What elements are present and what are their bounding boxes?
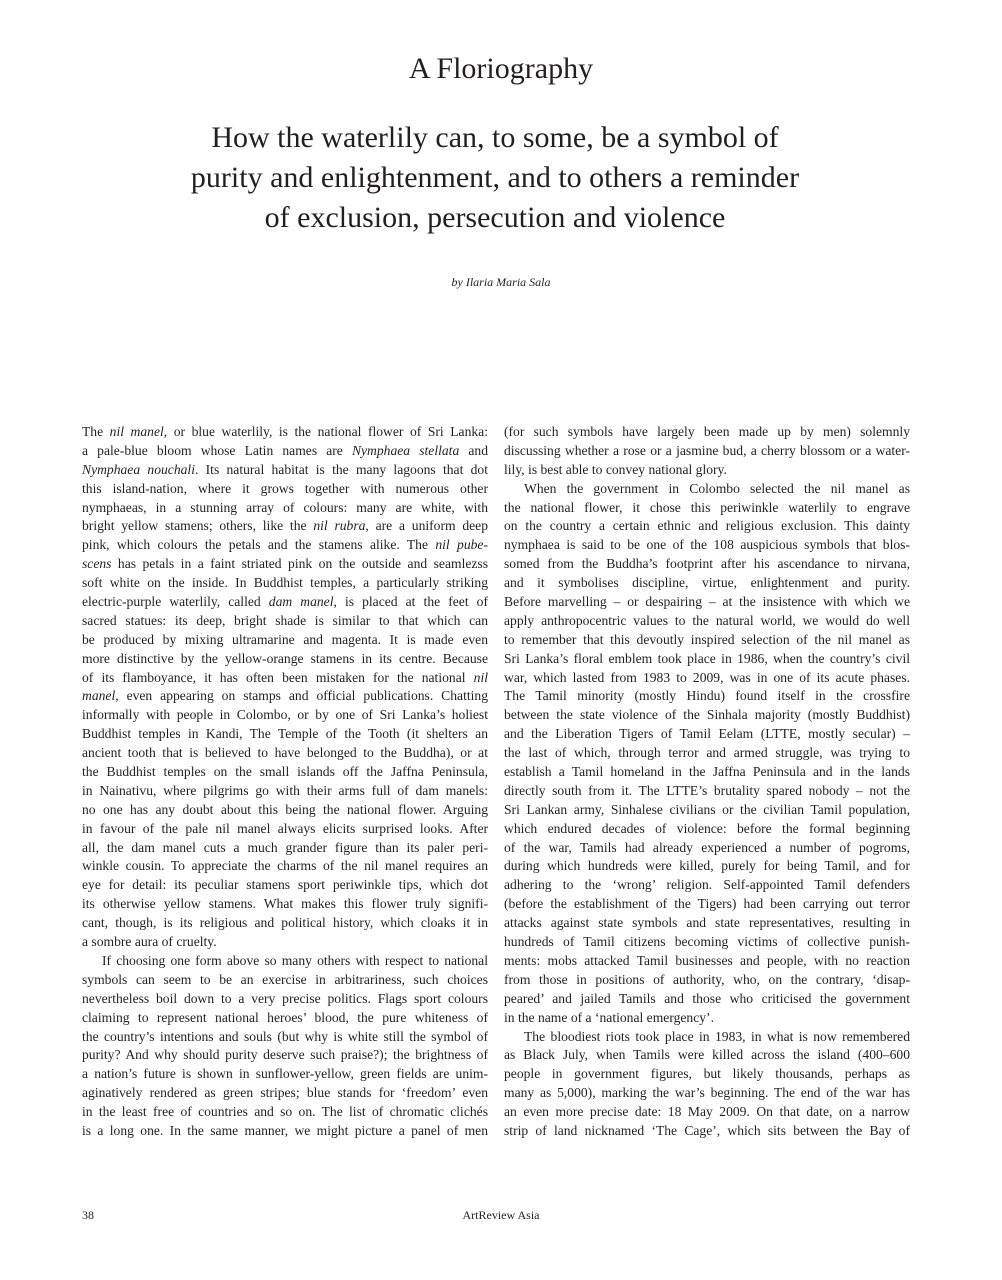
text-run: many as 5,000), marking the war’s beginning. The end of the war has xyxy=(504,1085,910,1101)
text-line xyxy=(82,480,488,499)
italic-term: nil manel xyxy=(109,424,164,439)
text-run: directly south from it. The LTTE’s brutality spared nobody – not the xyxy=(504,782,910,798)
text-run: electric-purple waterlily, called xyxy=(82,594,269,610)
text-run: Sri Lanka’s floral emblem took place in 1986, when the country’s civil xyxy=(504,650,910,666)
text-run: claiming to represent national heroes’ blood, the pure whiteness of xyxy=(82,1009,488,1025)
text-run: nevertheless boil down to a very precise politics. Flags sport colours xyxy=(82,990,488,1006)
text-line xyxy=(82,1009,488,1028)
text-run: apply anthropocentric values to the natural world, we would do well xyxy=(504,612,910,628)
text-run: cant, though, is its religious and political history, which cloaks it in xyxy=(82,915,488,931)
text-line xyxy=(82,1046,488,1065)
text-line xyxy=(504,1084,910,1103)
text-run: people in government figures, but likely thousands, perhaps as xyxy=(504,1066,910,1082)
text-line xyxy=(504,914,910,933)
text-line xyxy=(504,1065,910,1084)
text-line xyxy=(82,687,488,706)
text-run: in Nainativu, where pilgrims go with their arms full of dam manels: xyxy=(82,782,488,798)
text-run: strip of land nicknamed ‘The Cage’, which sits between the Bay of xyxy=(504,1122,910,1138)
text-line xyxy=(504,895,910,914)
text-line xyxy=(82,1122,488,1141)
text-run: Buddhist temples in Kandi, The Temple of the Tooth (it shelters an xyxy=(82,726,488,742)
text-run: informally with people in Colombo, or by one of Sri Lanka’s holiest xyxy=(82,707,488,723)
paragraph xyxy=(82,423,488,952)
text-line xyxy=(504,876,910,895)
text-run: somed from the Buddha’s footprint after his ascendance to nirvana, xyxy=(504,556,910,572)
text-line xyxy=(504,669,910,688)
text-line xyxy=(82,669,488,688)
text-run: winkle cousin. To appreciate the charms of the nil manel requires an xyxy=(82,858,488,874)
text-line xyxy=(82,612,488,631)
text-run: (for such symbols have largely been made up by men) solemnly xyxy=(504,424,910,439)
text-run: war, which lasted from 1983 to 2009, was in one of its acute phases. xyxy=(504,669,910,685)
text-line xyxy=(82,555,488,574)
text-run: ments: mobs attacked Tamil businesses and people, with no reaction xyxy=(504,952,910,968)
text-run: a nation’s future is shown in sunflower-yellow, green fields are unim- xyxy=(82,1066,488,1082)
text-line xyxy=(82,574,488,593)
text-run: and it symbolises discipline, virtue, enlightenment and purity. xyxy=(504,575,910,591)
subtitle-line: purity and enlightenment, and to others a reminder xyxy=(190,161,800,194)
text-run: an even more precise date: 18 May 2009. On that date, on a narrow xyxy=(504,1104,910,1120)
text-run: its otherwise yellow stamens. What makes this flower truly signifi- xyxy=(82,896,488,912)
text-line xyxy=(504,499,910,518)
text-line xyxy=(82,952,488,971)
text-line xyxy=(504,442,910,461)
text-line xyxy=(82,801,488,820)
text-run: bright yellow stamens; others, like the xyxy=(82,518,314,534)
text-run: When the government in Colombo selected the nil manel as xyxy=(524,480,910,496)
text-line xyxy=(82,990,488,1009)
text-run: on the country a certain ethnic and religious exclusion. This dainty xyxy=(504,518,910,534)
text-line xyxy=(82,461,488,480)
text-line xyxy=(82,517,488,536)
text-run: in favour of the pale nil manel always elicits surprised looks. After xyxy=(82,820,488,836)
text-line xyxy=(504,820,910,839)
text-line xyxy=(82,895,488,914)
text-line xyxy=(504,461,910,480)
text-line xyxy=(82,876,488,895)
text-run: , even appearing on stamps and official publications. Chatting xyxy=(115,688,488,704)
text-line xyxy=(504,839,910,858)
text-line xyxy=(504,933,910,952)
text-line xyxy=(82,631,488,650)
text-run: symbols can seem to be an exercise in arbitrariness, such choices xyxy=(82,971,488,987)
text-line xyxy=(82,744,488,763)
text-run: as Black July, when Tamils were killed across the island (400–600 xyxy=(504,1047,910,1063)
text-run: to remember that this devoutly inspired selection of the nil manel as xyxy=(504,631,910,647)
text-run: (before the establishment of the Tigers) had been carrying out terror xyxy=(504,896,910,912)
italic-term: nil pube- xyxy=(435,537,488,553)
text-run: the country’s intentions and souls (but why is white still the symbol of xyxy=(82,1028,488,1044)
text-run: a sombre aura of cruelty. xyxy=(82,934,217,950)
text-line xyxy=(82,499,488,518)
text-line xyxy=(82,839,488,858)
text-run: adhering to the ‘wrong’ religion. Self-appointed Tamil defenders xyxy=(504,877,910,893)
text-line xyxy=(82,914,488,933)
article-subtitle xyxy=(140,118,850,238)
text-run: between the state violence of the Sinhala majority (mostly Buddhist) xyxy=(504,707,910,723)
text-run: If choosing one form above so many others with respect to national xyxy=(102,952,488,968)
text-line xyxy=(504,801,910,820)
text-run: discussing whether a rose or a jasmine bud, a cherry blossom or a water- xyxy=(504,442,910,458)
text-run: eye for detail: its peculiar stamens sport periwinkle tips, which dot xyxy=(82,877,488,893)
subtitle-line: How the waterlily can, to some, be a symbol of xyxy=(211,121,779,154)
text-line xyxy=(504,612,910,631)
text-run: lily, is best able to convey national glory. xyxy=(504,461,727,477)
byline: by Ilaria Maria Sala xyxy=(451,275,551,289)
body-column-right xyxy=(504,423,910,1141)
text-line xyxy=(504,763,910,782)
text-run: soft white on the inside. In Buddhist temples, a particularly striking xyxy=(82,575,488,591)
text-run: no one has any doubt about this being the national flower. Arguing xyxy=(82,801,488,817)
text-line xyxy=(82,536,488,555)
text-run: pink, which colours the petals and the stamens alike. The xyxy=(82,537,436,553)
text-line xyxy=(82,820,488,839)
text-run: the national flower, it chose this periwinkle waterlily to engrave xyxy=(504,499,910,515)
text-line xyxy=(504,1028,910,1047)
text-line xyxy=(82,725,488,744)
text-run: the last of which, through terror and armed struggle, was trying to xyxy=(504,745,910,761)
text-line xyxy=(504,517,910,536)
text-run: more distinctive by the yellow-orange stamens in its centre. Because xyxy=(82,650,488,666)
text-line xyxy=(504,725,910,744)
text-run: ancient tooth that is believed to have belonged to the Buddha), or at xyxy=(82,745,488,761)
text-line xyxy=(504,782,910,801)
text-run: hundreds of Tamil citizens becoming victims of collective punish- xyxy=(504,934,910,950)
text-line xyxy=(82,763,488,782)
italic-term: manel xyxy=(82,688,116,704)
subtitle-line: of exclusion, persecution and violence xyxy=(264,201,726,234)
text-line xyxy=(504,631,910,650)
paragraph xyxy=(504,423,910,480)
text-line xyxy=(504,536,910,555)
text-run: and xyxy=(459,442,488,458)
italic-term: Nymphaea stellata xyxy=(351,442,460,458)
italic-term: Nymphaea nouchali xyxy=(82,461,195,477)
text-line xyxy=(504,423,910,442)
text-run: , are a uniform deep xyxy=(365,518,489,534)
italic-term: nil rubra xyxy=(313,518,366,534)
text-line xyxy=(82,1084,488,1103)
text-run: purity? And why should purity deserve such praise?); the brightness of xyxy=(82,1047,488,1063)
text-run: and the Liberation Tigers of Tamil Eelam (LTTE, mostly secular) – xyxy=(504,726,910,742)
text-line xyxy=(504,706,910,725)
text-run: sacred statues: its deep, bright shade is similar to that which can xyxy=(82,612,488,628)
text-line xyxy=(504,744,910,763)
text-line xyxy=(504,971,910,990)
text-line xyxy=(504,555,910,574)
text-run: is a long one. In the same manner, we might picture a panel of men xyxy=(82,1122,488,1138)
text-line xyxy=(82,933,488,952)
italic-term: dam manel xyxy=(268,594,334,610)
publication-name: ArtReview Asia xyxy=(462,1208,540,1222)
text-line xyxy=(504,1103,910,1122)
text-run: The xyxy=(82,424,110,439)
text-line xyxy=(82,857,488,876)
text-run: has petals in a faint striated pink on the outside and seamlezss xyxy=(111,556,488,572)
text-run: in the name of a ‘national emergency’. xyxy=(504,1009,714,1025)
text-run: Sri Lankan army, Sinhalese civilians or the civilian Tamil population, xyxy=(504,801,910,817)
text-run: during which hundreds were killed, purely for being Tamil, and for xyxy=(504,858,910,874)
text-line xyxy=(82,706,488,725)
text-line xyxy=(504,593,910,612)
text-line xyxy=(504,857,910,876)
text-run: nymphaeas, in a stunning array of colours: many are white, with xyxy=(82,499,488,515)
text-run: of the war, Tamils had already experienced a number of pogroms, xyxy=(504,839,910,855)
text-run: , or blue waterlily, is the national flower of Sri Lanka: xyxy=(163,424,488,439)
text-line xyxy=(82,442,488,461)
text-run: aginatively rendered as green stripes; blue stands for ‘freedom’ even xyxy=(82,1085,488,1101)
body-column-left xyxy=(82,423,488,1141)
text-line xyxy=(504,480,910,499)
text-line xyxy=(504,1009,910,1028)
text-run: The bloodiest riots took place in 1983, in what is now remembered xyxy=(524,1028,910,1044)
text-run: all, the dam manel cuts a much grander figure than its paler peri- xyxy=(82,839,488,855)
text-line xyxy=(82,593,488,612)
italic-term: nil xyxy=(473,669,488,685)
text-line xyxy=(82,971,488,990)
text-line xyxy=(504,1046,910,1065)
page-number: 38 xyxy=(82,1208,94,1222)
text-run: the Buddhist temples on the small islands off the Jaffna Peninsula, xyxy=(82,764,488,780)
text-run: nymphaea is said to be one of the 108 auspicious symbols that blos- xyxy=(504,537,910,553)
text-line xyxy=(504,990,910,1009)
text-line xyxy=(82,1065,488,1084)
paragraph xyxy=(504,1028,910,1141)
text-run: be produced by mixing ultramarine and magenta. It is made even xyxy=(82,631,488,647)
text-run: The Tamil minority (mostly Hindu) found itself in the crossfire xyxy=(504,688,910,704)
text-run: in the least free of countries and so on. The list of chromatic clichés xyxy=(82,1104,488,1120)
text-line xyxy=(504,687,910,706)
text-line xyxy=(504,952,910,971)
text-line xyxy=(82,1103,488,1122)
text-line xyxy=(82,782,488,801)
paragraph xyxy=(82,952,488,1141)
text-line xyxy=(504,574,910,593)
text-run: from those in positions of authority, who, on the contrary, ‘disap- xyxy=(504,971,910,987)
text-run: of its flamboyance, it has often been mistaken for the national xyxy=(82,669,474,685)
text-line xyxy=(82,423,488,442)
text-run: which endured decades of violence: before the formal beginning xyxy=(504,820,910,836)
text-run: , is placed at the feet of xyxy=(333,594,488,610)
text-run: attacks against state symbols and state representatives, resulting in xyxy=(504,915,910,931)
paragraph xyxy=(504,480,910,1028)
text-run: . Its natural habitat is the many lagoons that dot xyxy=(194,461,489,477)
italic-term: scens xyxy=(82,556,112,572)
text-run: Before marvelling – or despairing – at the insistence with which we xyxy=(504,594,910,610)
text-line xyxy=(504,650,910,669)
text-line xyxy=(82,1028,488,1047)
text-line xyxy=(504,1122,910,1141)
text-line xyxy=(82,650,488,669)
article-title: A Floriography xyxy=(408,52,594,85)
text-run: this island-nation, where it grows together with numerous other xyxy=(82,480,488,496)
text-run: peared’ and jailed Tamils and those who criticised the government xyxy=(504,990,910,1006)
text-run: establish a Tamil homeland in the Jaffna Peninsula and in the lands xyxy=(504,764,910,780)
text-run: a pale-blue bloom whose Latin names are xyxy=(82,442,352,458)
